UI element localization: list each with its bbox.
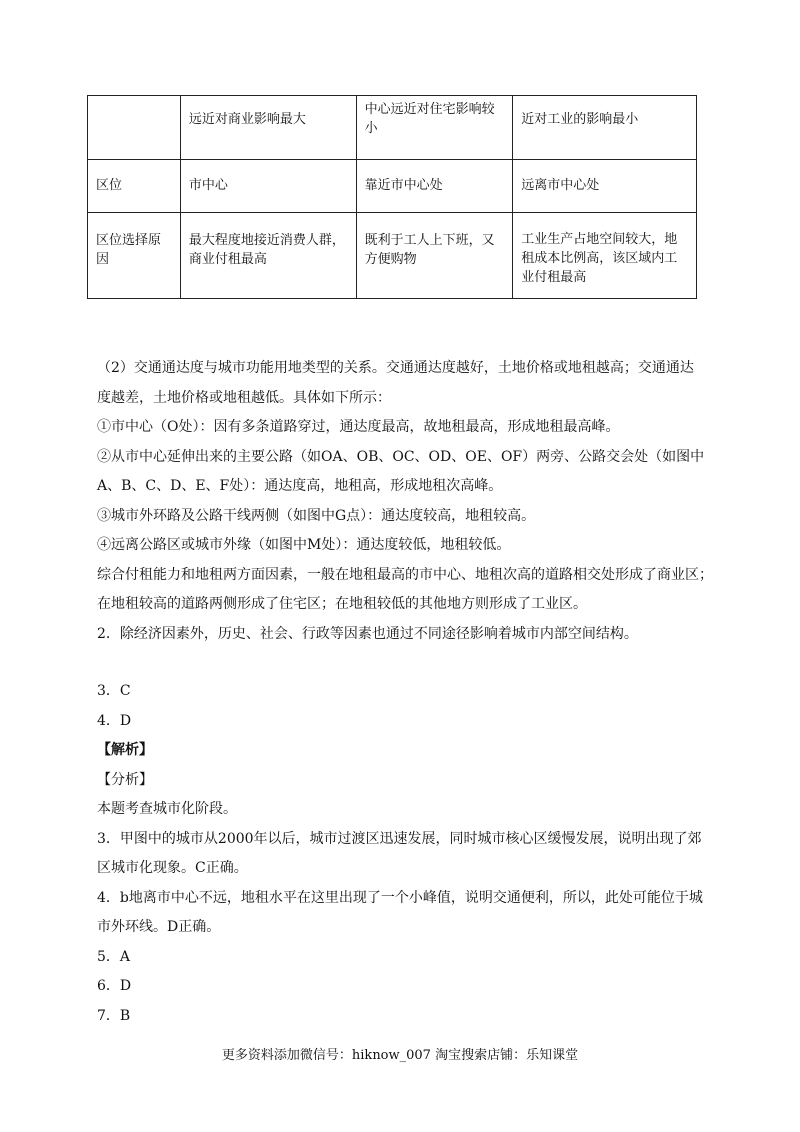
table-cell: 工业生产占地空间较大，地租成本比例高，该区域内工业付租最高: [513, 213, 697, 299]
list-item: ③城市外环路及公路干线两侧（如图中G点）：通达度较高，地租较高。: [97, 507, 536, 524]
answer-line: 5．A: [97, 948, 131, 965]
paragraph-line: 2．除经济因素外，历史、社会、行政等因素也通过不同途径影响着城市内部空间结构。: [97, 625, 638, 642]
list-item: ②从市中心延伸出来的主要公路（如OA、OB、OC、OD、OE、OF）两旁、公路交会处（如图中: [97, 448, 705, 465]
spacer: [97, 649, 707, 677]
section-heading: 【解析】: [97, 742, 153, 758]
paragraph-line: 在地租较高的道路两侧形成了住宅区；在地租较低的其他地方则形成了工业区。: [97, 596, 587, 612]
paragraph-line: 度越差，土地价格或地租越低。具体如下所示：: [97, 389, 391, 406]
section-heading: 【分析】: [97, 771, 153, 788]
paragraph-line: 综合付租能力和地租两方面因素，一般在地租最高的市中心、地租次高的道路相交处形成了商业区；: [97, 566, 713, 583]
table-cell: 靠近市中心处: [356, 160, 513, 213]
table-cell: 远近对商业影响最大: [180, 96, 356, 160]
table-row: [88, 213, 697, 299]
paragraph-line: 市外环线。D正确。: [97, 919, 221, 935]
table-cell: 既利于工人上下班，又方便购物: [356, 213, 513, 299]
paragraph-line: 4．b地离市中心不远，地租水平在这里出现了一个小峰值，说明交通便利，所以，此处可能位于城: [97, 889, 703, 906]
list-item: ④远离公路区或城市外缘（如图中M处）：通达度较低，地租较低。: [97, 537, 511, 553]
body-text: [97, 354, 713, 1031]
table-cell: 市中心: [180, 160, 356, 213]
table-cell: [88, 96, 181, 160]
table-row: [88, 96, 697, 160]
table-row: [88, 160, 697, 213]
answer-line: 7．B: [97, 1007, 131, 1024]
table-cell: 近对工业的影响最小: [513, 96, 697, 160]
page-footer: 更多资料添加微信号：hiknow_007 淘宝搜索店铺：乐知课堂: [221, 1048, 579, 1063]
answer-line: 4．D: [97, 712, 132, 729]
list-item: ①市中心（O处）：因有多条道路穿过，通达度最高，故地租最高，形成地租最高峰。: [97, 419, 620, 435]
paragraph-line: （2）交通通达度与城市功能用地类型的关系。交通通达度越好，土地价格或地租越高；交通通达: [97, 360, 694, 376]
table-cell: 最大程度地接近消费人群，商业付租最高: [180, 213, 356, 299]
list-item: A、B、C、D、E、F处）：通达度高，地租高，形成地租次高峰。: [97, 478, 503, 494]
paragraph-line: 3．甲图中的城市从2000年以后，城市过渡区迅速发展，同时城市核心区缓慢发展，说明出现了郊: [97, 830, 702, 847]
location-table: [87, 95, 697, 299]
table-cell: 区位选择原因: [88, 213, 181, 299]
table-cell: 中心远近对住宅影响较小: [356, 96, 513, 160]
table-cell: 区位: [88, 160, 181, 213]
answer-line: 6．D: [97, 978, 132, 994]
paragraph-line: 本题考查城市化阶段。: [97, 801, 237, 817]
paragraph-line: 区城市化现象。C正确。: [97, 860, 248, 876]
table-cell: 远离市中心处: [513, 160, 697, 213]
answer-line: 3．C: [97, 683, 131, 699]
